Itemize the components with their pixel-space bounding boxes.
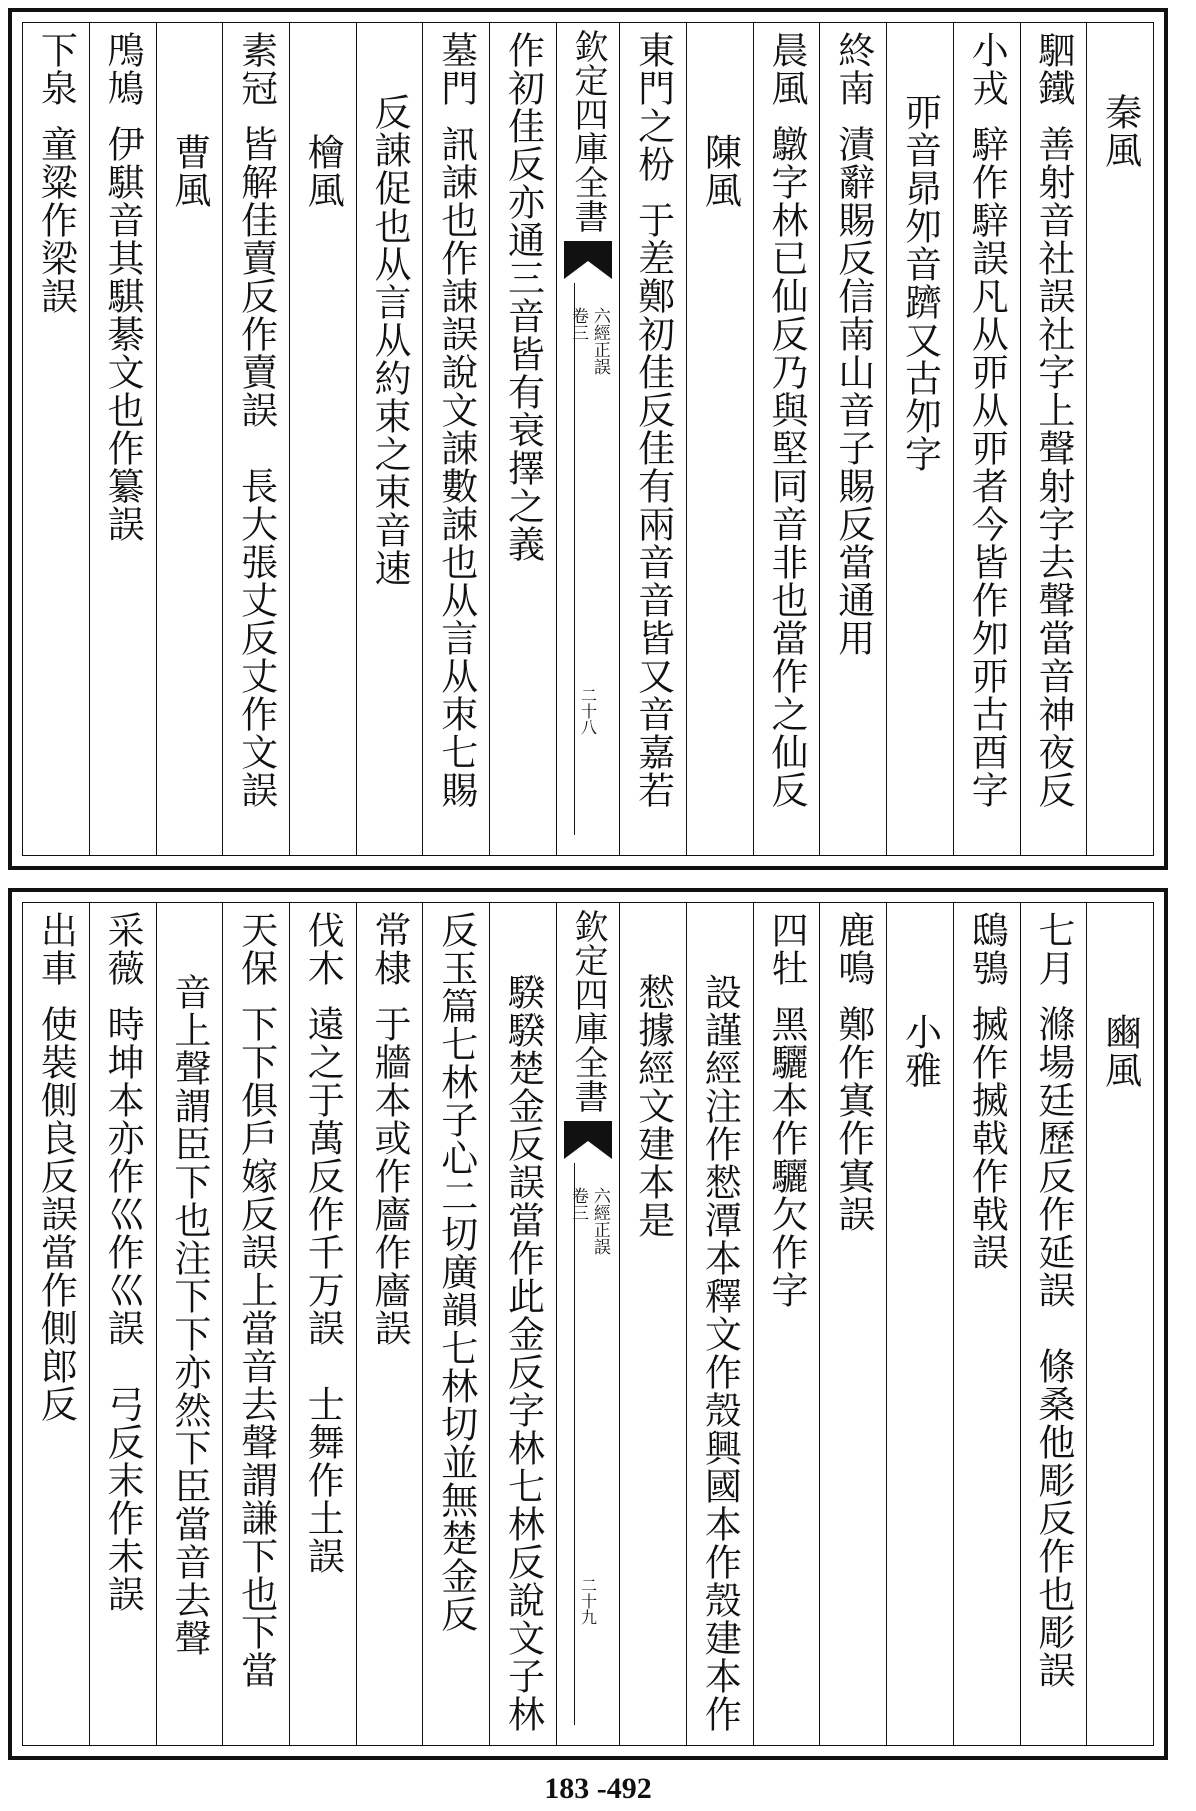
gutter-rule: [574, 1163, 575, 1725]
top-left-column-0: [489, 23, 556, 855]
bottom-center-gutter: [556, 903, 619, 1745]
text-line: [234, 903, 278, 1745]
bottom-left-column-1: [422, 903, 489, 1745]
text-line: [167, 23, 211, 855]
top-left-column-5: [156, 23, 223, 855]
entry-body: 小雅: [898, 1013, 942, 1089]
entry-body: 豳風: [1098, 1013, 1142, 1089]
volume-label: 卷三: [568, 1187, 589, 1221]
text-line: [765, 903, 809, 1745]
entry-body: 遠之于萬反作千万誤 士舞作土誤: [301, 1005, 345, 1575]
bottom-left-column-0: [489, 903, 556, 1745]
fish-tail-mark-icon: [562, 1119, 614, 1173]
entry-body: 反玉篇七林子心二切廣韻七林切並無楚金反: [434, 911, 478, 1633]
entry-body: 訊誎也作誎誤說文誎數誎也从言从朿七賜: [434, 125, 478, 809]
entry-body: 鷻字林已仙反乃與堅同音非也當作之仙反: [765, 125, 809, 809]
text-line: [34, 903, 78, 1745]
entry-body: 檜風: [301, 133, 345, 209]
bottom-left-column-5: [156, 903, 223, 1745]
bottom-right-column-2: [953, 903, 1020, 1745]
entry-body: 滌場廷歷反作延誤 條桑他彫反作也彫誤: [1031, 1005, 1075, 1689]
fish-tail-mark-icon: [562, 239, 614, 293]
entry-body: 騤騤楚金反誤當作此金反字林七林反說文子林: [501, 973, 545, 1733]
text-line: [631, 903, 675, 1745]
entry-heading: 駟鐵: [1031, 31, 1075, 107]
entry-body: 秦風: [1098, 93, 1142, 169]
text-line: [831, 903, 875, 1745]
entry-body: 黑驪本作驪欠作字: [765, 1005, 809, 1309]
text-line: [368, 903, 412, 1745]
top-left-column-3: [289, 23, 356, 855]
entry-body: 童粱作梁誤: [34, 125, 78, 315]
text-line: [1031, 903, 1075, 1745]
top-center-gutter: [556, 23, 619, 855]
text-line: [368, 23, 412, 855]
entry-heading: 鹿鳴: [831, 911, 875, 987]
bottom-left-column-7: [23, 903, 89, 1745]
entry-heading: 伐木: [301, 911, 345, 987]
entry-heading: 終南: [831, 31, 875, 107]
entry-heading: 常棣: [368, 911, 412, 987]
text-line: [1098, 903, 1142, 1745]
bottom-right-column-4: [819, 903, 886, 1745]
top-left-column-7: [23, 23, 89, 855]
bottom-right-column-1: [1020, 903, 1087, 1745]
library-title: 欽定四庫全書: [568, 909, 609, 1113]
bottom-right-column-0: [1086, 903, 1153, 1745]
book-title: 六經正誤: [589, 1187, 610, 1255]
text-line: [698, 23, 742, 855]
text-line: [434, 903, 478, 1745]
text-line: [501, 23, 545, 855]
entry-body: 丣音昴夘音躋又古夘字: [898, 93, 942, 473]
leaf-number: 二十九: [578, 1577, 598, 1625]
entry-body: 于牆本或作廧作廧誤: [368, 1005, 412, 1347]
entry-body: 反誎促也从言从約束之束音速: [368, 93, 412, 587]
text-line: [501, 903, 545, 1745]
top-right-column-4: [819, 23, 886, 855]
book-title: 六經正誤: [589, 307, 610, 375]
entry-body: 使裝側良反誤當作側郎反: [34, 1005, 78, 1423]
entry-heading: 下泉: [34, 31, 78, 107]
text-line: [234, 23, 278, 855]
entry-body: 鄭作寘作寘誤: [831, 1005, 875, 1233]
entry-body: 設謹經注作憖潭本釋文作殼興國本作殼建本作: [698, 973, 742, 1733]
bottom-right-column-7: [619, 903, 686, 1745]
entry-body: 漬辭賜反信南山音子賜反當通用: [831, 125, 875, 657]
entry-body: 下下俱戶嫁反誤上當音去聲謂謙下也下當: [234, 1005, 278, 1689]
text-line: [301, 903, 345, 1745]
top-right-column-3: [886, 23, 953, 855]
top-right-column-2: [953, 23, 1020, 855]
text-line: [1031, 23, 1075, 855]
library-title: 欽定四庫全書: [568, 29, 609, 233]
top-right-column-0: [1086, 23, 1153, 855]
entry-heading: 出車: [34, 911, 78, 987]
text-line: [698, 903, 742, 1745]
entry-heading: 采薇: [101, 911, 145, 987]
entry-body: 伊騏音其騏綦文也作纂誤: [101, 125, 145, 543]
top-left-column-2: [356, 23, 423, 855]
text-line: [631, 23, 675, 855]
bottom-column-grid: [22, 902, 1154, 1746]
text-line: [301, 23, 345, 855]
text-line: [765, 23, 809, 855]
entry-heading: 墓門: [434, 31, 478, 107]
bottom-left-column-6: [89, 903, 156, 1745]
entry-body: 曹風: [167, 133, 211, 209]
bottom-left-column-2: [356, 903, 423, 1745]
bottom-right-column-3: [886, 903, 953, 1745]
top-left-column-1: [422, 23, 489, 855]
text-line: [1098, 23, 1142, 855]
entry-heading: 小戎: [965, 31, 1009, 107]
bottom-right-column-6: [686, 903, 753, 1745]
bottom-right-column-5: [753, 903, 820, 1745]
text-line: [898, 23, 942, 855]
leaf-number: 二十八: [578, 687, 598, 735]
entry-body: 作初佳反亦通三音皆有衰擇之義: [501, 31, 545, 563]
entry-heading: 晨風: [765, 31, 809, 107]
entry-heading: 素冠: [234, 31, 278, 107]
entry-body: 音上聲謂臣下也注下下亦然下臣當音去聲: [167, 973, 211, 1657]
bottom-left-column-4: [222, 903, 289, 1745]
top-right-column-5: [753, 23, 820, 855]
top-right-column-6: [686, 23, 753, 855]
entry-body: 憖據經文建本是: [631, 973, 675, 1239]
entry-body: 善射音社誤社字上聲射字去聲當音神夜反: [1031, 125, 1075, 809]
page-footer-number: 183 -492: [544, 1772, 652, 1805]
text-line: [831, 23, 875, 855]
entry-body: 陳風: [698, 133, 742, 209]
text-line: [965, 903, 1009, 1745]
entry-body: 皆解佳賣反作賣誤 長大張丈反丈作文誤: [234, 125, 278, 809]
entry-body: 時坤本亦作巛作巛誤 弓反末作未誤: [101, 1005, 145, 1613]
text-line: [965, 23, 1009, 855]
text-line: [167, 903, 211, 1745]
entry-heading: 鳲鳩: [101, 31, 145, 107]
text-line: [898, 903, 942, 1745]
entry-heading: 天保: [234, 911, 278, 987]
top-column-grid: [22, 22, 1154, 856]
bottom-panel: [8, 888, 1168, 1760]
top-left-column-6: [89, 23, 156, 855]
text-line: [101, 903, 145, 1745]
text-line: [34, 23, 78, 855]
gutter-rule: [574, 283, 575, 835]
text-line: [101, 23, 145, 855]
entry-body: 騂作騂誤凡从丣从丣者今皆作夘丣古酉字: [965, 125, 1009, 809]
bottom-left-column-3: [289, 903, 356, 1745]
text-line: [434, 23, 478, 855]
entry-heading: 東門之枌: [631, 31, 675, 183]
entry-heading: 四牡: [765, 911, 809, 987]
entry-body: 于差鄭初佳反佳有兩音音皆又音嘉若: [631, 201, 675, 809]
volume-label: 卷三: [568, 307, 589, 341]
top-right-column-1: [1020, 23, 1087, 855]
entry-heading: 鴟鴞: [965, 911, 1009, 987]
entry-body: 搣作搣戟作戟誤: [965, 1005, 1009, 1271]
top-right-column-7: [619, 23, 686, 855]
entry-heading: 七月: [1031, 911, 1075, 987]
top-left-column-4: [222, 23, 289, 855]
top-panel: [8, 8, 1168, 870]
